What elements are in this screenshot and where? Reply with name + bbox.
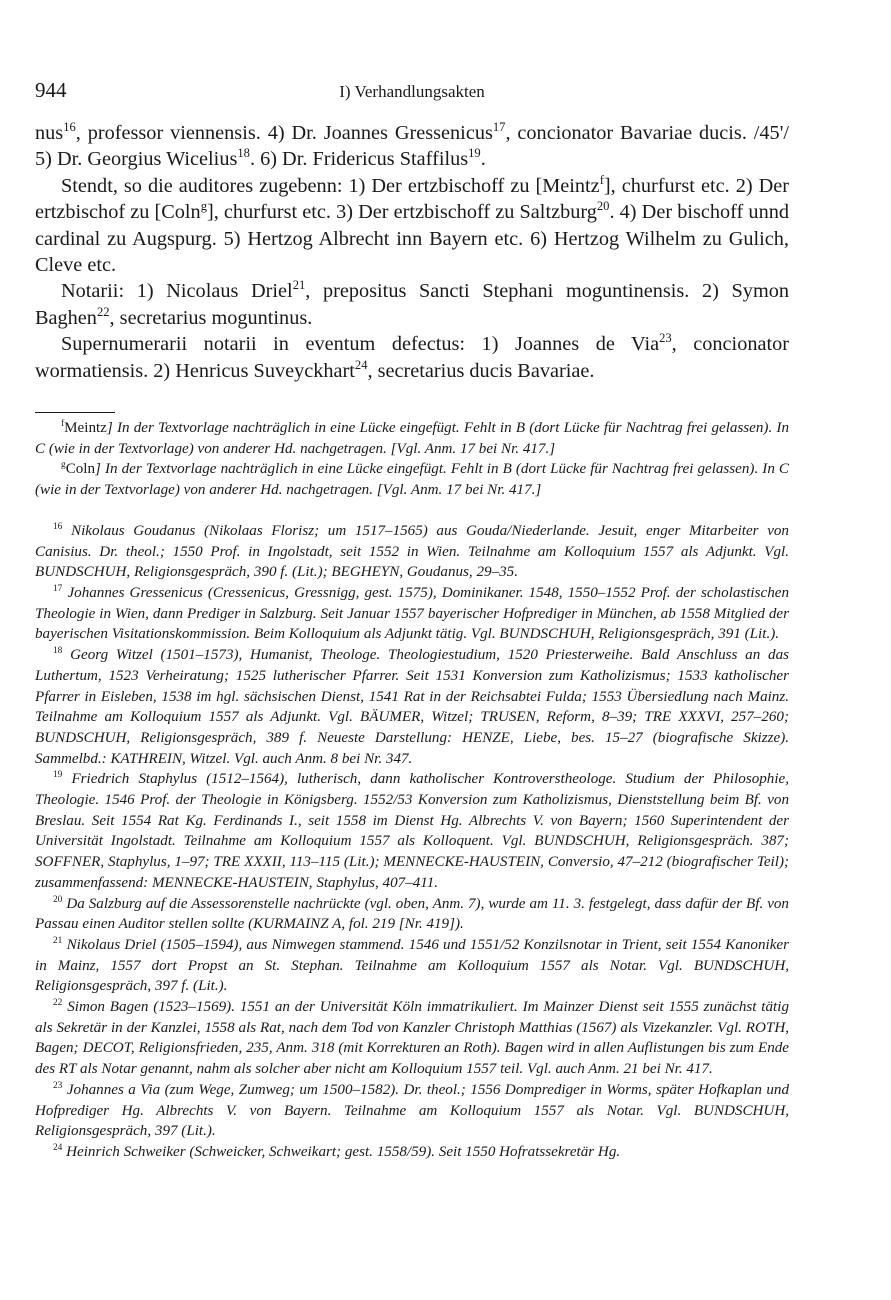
footnote: $^{16}$ Nikolaus Goudanus (Nikolaas Florisz; um 1517–1565) aus Gouda/Niederlande. Jesuit, enger Mitarbeiter von Canisius. Dr. theol.; 1550 Prof. in Ingolstadt, seit 1552 in Wien. Teilnahme am Kolloquium 1557 als Adjunkt. Vgl. BUNDSCHUH, Religionsgespräch, 390 f. (Lit.); BEGHEYN, Goudanus, 29–35. <box>35 522 789 581</box>
footnote: $^{24}$ Heinrich Schweiker (Schweicker, Schweikart; gest. 1558/59). Seit 1550 Hofratssekretär Hg. <box>53 1143 621 1160</box>
paragraph-auditors: Stendt, so die auditores zugebenn: 1) Der ertzbischoff zu [Meintz$^f$], churfurst etc. 2) Der ertzbischof zu [Coln$^g$], churfurst etc. 3) Der ertzbischoff zu Saltzburg$^{20}$. 4) Der bischoff unnd cardinal zu Augspurg. 5) Hertzog Albrecht inn Bayern etc. 6) Hertzog Wilhelm zu Gulich, Cleve etc. <box>35 173 790 277</box>
page-number: 944 <box>35 78 67 102</box>
footnote: $^{20}$ Da Salzburg auf die Assessorenstelle nachrückte (vgl. oben, Anm. 7), wurde am 11. 3. festgelegt, dass dafür der Bf. von Passau einen Auditor stellen sollte (KURMAINZ A, fol. 219 [Nr. 419]). <box>35 894 789 933</box>
text-critical-notes <box>35 418 789 501</box>
running-title: I) Verhandlungsakten <box>339 82 485 101</box>
page-header <box>35 78 789 108</box>
footnote: $^{17}$ Johannes Gressenicus (Cressenicus, Gressnigg, gest. 1575), Dominikaner. 1548, 1550–1552 Prof. der scholastischen Theologie in Wien, dann Prediger in Salzburg. Seit Januar 1557 bayerischer Hofprediger in München, ab 1558 Mitglied der bayerischen Visitationskommission. Beim Kolloquium als Adjunkt tätig. Vgl. BUNDSCHUH, Religionsgespräch, 391 (Lit.). <box>35 584 789 643</box>
main-text <box>35 120 789 384</box>
paragraph-supernumerary: Supernumerarii notarii in eventum defectus: 1) Joannes de Via$^{23}$, concionator wormatiensis. 2) Henricus Suveyckhart$^{24}$, secretarius ducis Bavariae. <box>35 331 790 382</box>
text-note: $^g$Coln] In der Textvorlage nachträglich in eine Lücke eingefügt. Fehlt in B (dort Lücke für Nachtrag frei gelassen). In C (wie in der Textvorlage) von anderer Hd. nachgetragen. [Vgl. Anm. 17 bei Nr. 417.] <box>35 460 789 499</box>
footnote: $^{21}$ Nikolaus Driel (1505–1594), aus Nimwegen stammend. 1546 und 1551/52 Konzilsnotar in Trient, seit 1554 Kanoniker in Mainz, 1557 dort Propst an St. Stephan. Teilnahme am Kolloquium 1557 als Notar. Vgl. BUNDSCHUH, Religionsgespräch, 397 f. (Lit.). <box>35 936 789 995</box>
page <box>35 78 789 1163</box>
footnote: $^{19}$ Friedrich Staphylus (1512–1564), lutherisch, dann katholischer Kontroverstheologe. Studium der Philosophie, Theologie. 1546 Prof. der Theologie in Königsberg. 1552/53 Konversion zum Katholizismus, Dienststellung beim Bf. von Breslau. Seit 1554 Rat Kg. Ferdinands I., seit 1558 im Dienst Hg. Albrechts V. von Bayern; 1560 Superintendent der Universität Ingolstadt. Teilnahme am Kolloquium 1557 als Kolloquent. Vgl. BUNDSCHUH, Religionsgespräch. 387; SOFFNER, Staphylus, 1–97; TRE XXXII, 113–115 (Lit.); MENNECKE-HAUSTEIN, Conversio, 47–212 (biografischer Teil); zusammenfassend: MENNECKE-HAUSTEIN, Staphylus, 407–411. <box>35 770 790 891</box>
paragraph-notaries: Notarii: 1) Nicolaus Driel$^{21}$, prepositus Sancti Stephani moguntinensis. 2) Symon Baghen$^{22}$, secretarius moguntinus. <box>35 278 789 329</box>
footnote: $^{18}$ Georg Witzel (1501–1573), Humanist, Theologe. Theologiestudium, 1520 Priesterweihe. Bald Anschluss an das Luthertum, 1523 Verheiratung; 1525 lutherischer Pfarrer. Seit 1531 Konversion zum Katholizismus; 1533 katholischer Pfarrer in Eisleben, 1538 im hgl. sächsischen Dienst, 1541 Rat in der Reichsabtei Fulda; 1553 Übersiedlung nach Mainz. Teilnahme am Kolloquium 1557 als Adjunkt. Vgl. BÄUMER, Witzel; TRUSEN, Reform, 8–39; TRE XXXVI, 257–260; BUNDSCHUH, Religionsgespräch, 389 f. Neueste Darstellung: HENZE, Liebe, bes. 15–27 (biografische Skizze). Sammelbd.: KATHREIN, Witzel. Vgl. auch Anm. 8 bei Nr. 347. <box>35 646 789 767</box>
text-note: $^f$Meintz] In der Textvorlage nachträglich in eine Lücke eingefügt. Fehlt in B (dort Lücke für Nachtrag frei gelassen). In C (wie in der Textvorlage) von anderer Hd. nachgetragen. [Vgl. Anm. 17 bei Nr. 417.] <box>35 419 789 457</box>
footnotes <box>35 521 789 1163</box>
footnote: $^{23}$ Johannes a Via (zum Wege, Zumweg; um 1500–1582). Dr. theol.; 1556 Domprediger in Worms, später Hofkaplan und Hofprediger Hg. Albrechts V. von Bayern. Teilnahme am Kolloquium 1557 als Notar. Vgl. BUNDSCHUH, Religionsgespräch, 397 (Lit.). <box>35 1081 789 1140</box>
footnote-divider <box>35 412 115 413</box>
footnote: $^{22}$ Simon Bagen (1523–1569). 1551 an der Universität Köln immatrikuliert. Im Mainzer Dienst seit 1555 zunächst tätig als Sekretär in der Kanzlei, 1558 als Rat, nach dem Tod von Kanzler Christoph Matthias (1567) als Vizekanzler. Vgl. ROTH, Bagen; DECOT, Religionsfrieden, 235, Anm. 318 (mit Korrekturen an Roth). Bagen wird in allen Auflistungen bis zum Ende des RT als Notar genannt, nahm als solcher aber nicht am Kolloquium 1557 teil. Vgl. auch Anm. 21 bei Nr. 417. <box>35 998 789 1078</box>
paragraph-judges: nus$^{16}$, professor viennensis. 4) Dr. Joannes Gressenicus$^{17}$, concionator Bavariae ducis. /45'/ 5) Dr. Georgius Wicelius$^{18}$. 6) Dr. Fridericus Staffilus$^{19}$. <box>35 120 789 171</box>
